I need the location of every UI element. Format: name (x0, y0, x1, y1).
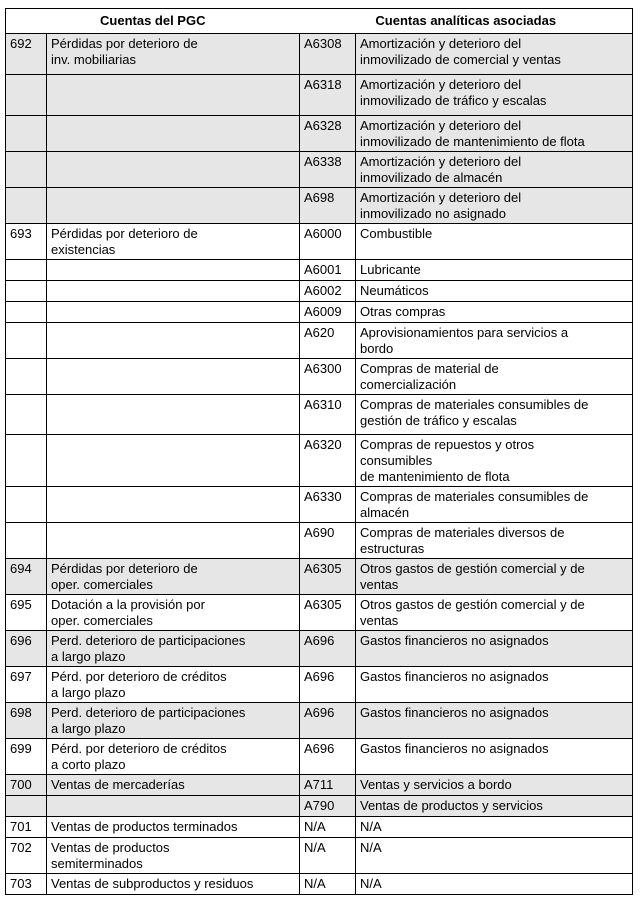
pgc-account-code: 700 (6, 775, 47, 796)
pgc-account-code: 698 (6, 703, 47, 739)
table-row (6, 75, 633, 116)
analytic-account-code: A6305 (300, 595, 356, 631)
table-row (6, 281, 633, 302)
analytic-account-description: Gastos financieros no asignados (356, 703, 633, 739)
analytic-account-description: Ventas de productos y servicios (356, 796, 633, 817)
pgc-account-code (6, 435, 47, 487)
pgc-account-name (47, 796, 300, 817)
table-body (6, 34, 633, 895)
accounts-document (5, 8, 632, 895)
table-row (6, 739, 633, 775)
analytic-account-description: Combustible (356, 224, 633, 260)
pgc-account-code (6, 281, 47, 302)
table-row (6, 775, 633, 796)
analytic-account-description: Otros gastos de gestión comercial y de ventas (356, 559, 633, 595)
pgc-account-name: Dotación a la provisión por oper. comerciales (47, 595, 300, 631)
pgc-account-name (47, 116, 300, 152)
pgc-account-name: Ventas de productos semiterminados (47, 838, 300, 874)
table-row (6, 559, 633, 595)
analytic-account-code: A6308 (300, 34, 356, 75)
pgc-account-name (47, 359, 300, 395)
analytic-account-code: A690 (300, 523, 356, 559)
pgc-account-name: Pérd. por deterioro de créditos a corto plazo (47, 739, 300, 775)
analytic-account-code: A790 (300, 796, 356, 817)
analytic-account-code: A620 (300, 323, 356, 359)
pgc-account-name: Ventas de mercaderías (47, 775, 300, 796)
table-row (6, 817, 633, 838)
pgc-account-name: Perd. deterioro de participaciones a largo plazo (47, 703, 300, 739)
table-row (6, 838, 633, 874)
pgc-account-code (6, 796, 47, 817)
pgc-account-name: Pérdidas por deterioro de inv. mobiliarias (47, 34, 300, 75)
accounts-table (5, 8, 633, 895)
table-row (6, 667, 633, 703)
analytic-account-code: A6310 (300, 395, 356, 435)
pgc-account-name (47, 435, 300, 487)
pgc-account-name (47, 75, 300, 116)
analytic-account-description: N/A (356, 874, 633, 895)
analytic-account-code: A711 (300, 775, 356, 796)
pgc-account-code: 696 (6, 631, 47, 667)
pgc-account-code (6, 302, 47, 323)
analytic-account-code: A6001 (300, 260, 356, 281)
table-row (6, 359, 633, 395)
analytic-account-description: N/A (356, 838, 633, 874)
analytic-account-description: Compras de materiales consumibles de gestión de tráfico y escalas (356, 395, 633, 435)
table-row (6, 224, 633, 260)
analytic-account-code: A6318 (300, 75, 356, 116)
analytic-account-code: A696 (300, 667, 356, 703)
table-row (6, 703, 633, 739)
analytic-account-description: Amortización y deterioro del inmovilizado no asignado (356, 188, 633, 224)
pgc-account-code: 695 (6, 595, 47, 631)
table-row (6, 631, 633, 667)
pgc-account-code (6, 152, 47, 188)
pgc-account-name: Pérd. por deterioro de créditos a largo plazo (47, 667, 300, 703)
pgc-account-code: 697 (6, 667, 47, 703)
pgc-account-code (6, 323, 47, 359)
table-header (6, 9, 633, 34)
pgc-account-code: 693 (6, 224, 47, 260)
analytic-account-code: A6300 (300, 359, 356, 395)
table-row (6, 116, 633, 152)
analytic-account-description: Compras de materiales consumibles de almacén (356, 487, 633, 523)
pgc-account-code (6, 523, 47, 559)
analytic-account-description: Amortización y deterioro del inmovilizado de comercial y ventas (356, 34, 633, 75)
analytic-account-code: A696 (300, 703, 356, 739)
pgc-account-name: Ventas de subproductos y residuos (47, 874, 300, 895)
analytic-account-description: Otras compras (356, 302, 633, 323)
analytic-account-code: A6338 (300, 152, 356, 188)
analytic-account-description: Amortización y deterioro del inmovilizado de mantenimiento de flota (356, 116, 633, 152)
analytic-account-description: Gastos financieros no asignados (356, 739, 633, 775)
analytic-account-code: N/A (300, 838, 356, 874)
pgc-account-name: Perd. deterioro de participaciones a largo plazo (47, 631, 300, 667)
analytic-account-description: Gastos financieros no asignados (356, 667, 633, 703)
analytic-account-code: A6328 (300, 116, 356, 152)
pgc-account-name (47, 260, 300, 281)
pgc-account-name (47, 188, 300, 224)
table-row (6, 395, 633, 435)
analytic-accounts-header: Cuentas analíticas asociadas (300, 9, 633, 34)
analytic-account-code: N/A (300, 817, 356, 838)
table-row (6, 796, 633, 817)
analytic-account-code: N/A (300, 874, 356, 895)
pgc-account-name (47, 302, 300, 323)
analytic-account-code: A6320 (300, 435, 356, 487)
pgc-account-code: 694 (6, 559, 47, 595)
pgc-account-code (6, 487, 47, 523)
pgc-account-code (6, 188, 47, 224)
table-row (6, 595, 633, 631)
analytic-account-code: A696 (300, 739, 356, 775)
pgc-account-code (6, 75, 47, 116)
analytic-account-description: N/A (356, 817, 633, 838)
analytic-account-description: Amortización y deterioro del inmovilizado de almacén (356, 152, 633, 188)
pgc-account-code: 699 (6, 739, 47, 775)
table-row (6, 487, 633, 523)
analytic-account-description: Gastos financieros no asignados (356, 631, 633, 667)
pgc-account-name (47, 487, 300, 523)
pgc-account-code (6, 395, 47, 435)
table-row (6, 260, 633, 281)
table-row (6, 302, 633, 323)
analytic-account-code: A6002 (300, 281, 356, 302)
pgc-account-code (6, 359, 47, 395)
analytic-account-code: A696 (300, 631, 356, 667)
analytic-account-description: Otros gastos de gestión comercial y de ventas (356, 595, 633, 631)
table-row (6, 152, 633, 188)
pgc-account-code: 702 (6, 838, 47, 874)
pgc-account-code (6, 116, 47, 152)
analytic-account-description: Compras de material de comercialización (356, 359, 633, 395)
analytic-account-code: A6000 (300, 224, 356, 260)
analytic-account-description: Amortización y deterioro del inmovilizado de tráfico y escalas (356, 75, 633, 116)
pgc-account-name (47, 152, 300, 188)
table-row (6, 34, 633, 75)
analytic-account-description: Neumáticos (356, 281, 633, 302)
table-row (6, 188, 633, 224)
analytic-account-description: Compras de repuestos y otros consumibles de mantenimiento de flota (356, 435, 633, 487)
table-row (6, 874, 633, 895)
table-row (6, 523, 633, 559)
analytic-account-description: Ventas y servicios a bordo (356, 775, 633, 796)
pgc-account-code: 692 (6, 34, 47, 75)
pgc-account-code: 701 (6, 817, 47, 838)
analytic-account-code: A6009 (300, 302, 356, 323)
table-row (6, 323, 633, 359)
pgc-account-code: 703 (6, 874, 47, 895)
pgc-account-name (47, 395, 300, 435)
pgc-account-name: Pérdidas por deterioro de existencias (47, 224, 300, 260)
analytic-account-code: A6330 (300, 487, 356, 523)
pgc-account-name (47, 281, 300, 302)
pgc-account-name: Pérdidas por deterioro de oper. comerciales (47, 559, 300, 595)
pgc-account-name (47, 323, 300, 359)
analytic-account-code: A6305 (300, 559, 356, 595)
analytic-account-description: Aprovisionamientos para servicios a bordo (356, 323, 633, 359)
analytic-account-description: Compras de materiales diversos de estructuras (356, 523, 633, 559)
analytic-account-code: A698 (300, 188, 356, 224)
pgc-account-name: Ventas de productos terminados (47, 817, 300, 838)
table-row (6, 435, 633, 487)
pgc-account-name (47, 523, 300, 559)
analytic-account-description: Lubricante (356, 260, 633, 281)
pgc-accounts-header: Cuentas del PGC (6, 9, 300, 34)
pgc-account-code (6, 260, 47, 281)
